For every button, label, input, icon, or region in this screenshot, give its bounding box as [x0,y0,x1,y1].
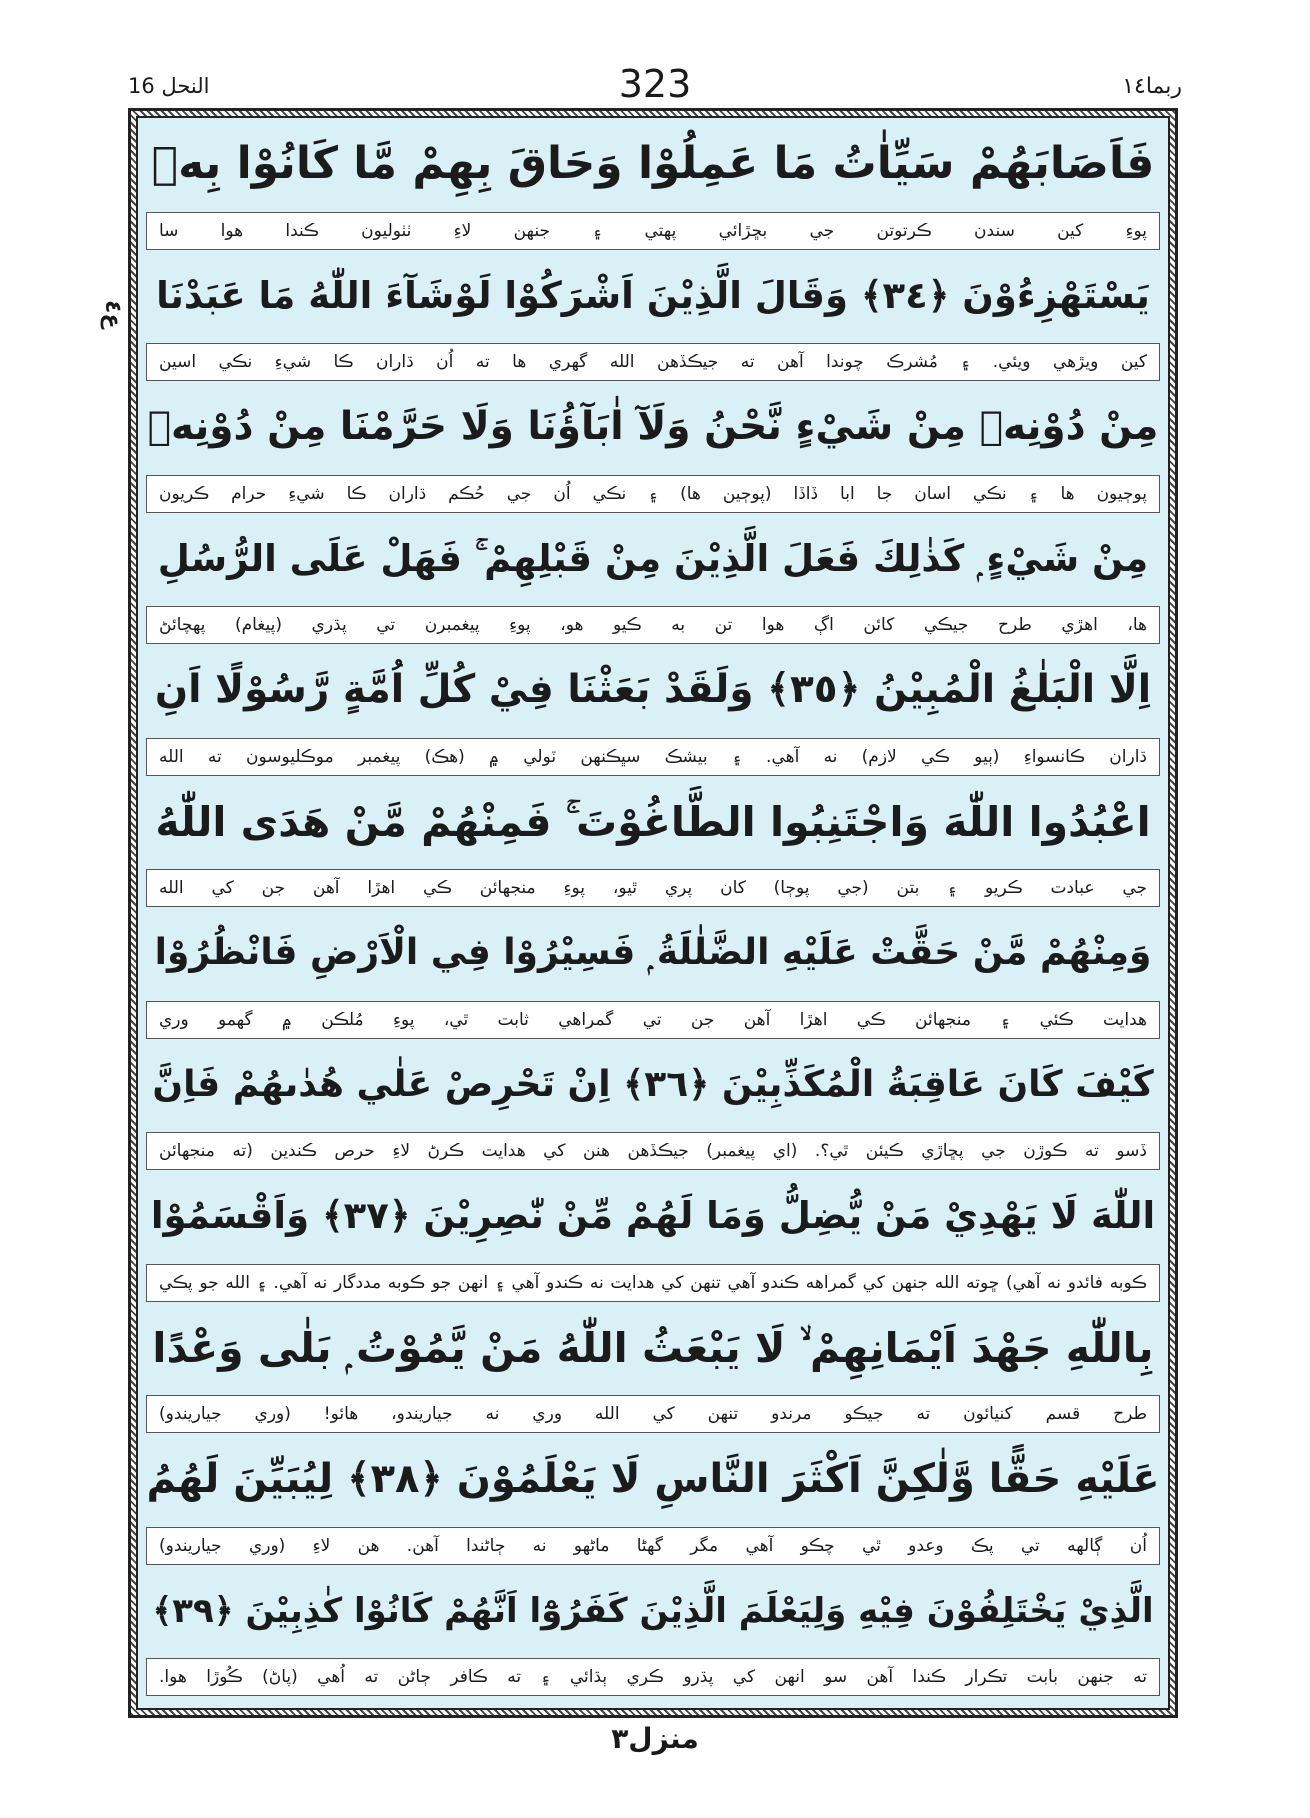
translation-line: طرح قسم کنيائون ته جيڪو مرندو تنهن کي الله وري نه جياريندو، هائو! (وري جياريندو) [146,1395,1160,1433]
arabic-line: وَمِنْهُمْ مَّنْ حَقَّتْ عَلَيْهِ الضَّلٰلَةُ ۭ فَسِيْرُوْا فِي الْاَرْضِ فَانْظُرُوْا [154,932,1152,973]
translation-line: ڌاران ڪانسواءِ (ٻيو ڪي لازم) نه آهي. ۽ بيشڪ سڀڪنهن ٽولي ۾ (هڪ) پيغمبر موڪليوسون ته الله [146,738,1160,776]
verse-block [146,1308,1160,1440]
verse-block [146,387,1160,519]
arabic-line: فَاَصَابَهُمْ سَيِّاٰتُ مَا عَمِلُوْا وَحَاقَ بِهِمْ مَّا كَانُوْا بِهٖ [151,138,1155,189]
ruku-margin-mark: ع٤ [100,300,125,329]
translation-line: ڪوبه فائدو نه آهي) ڇوته الله جنهن کي گمراهه ڪندو آهي تنهن کي هدايت نه ڪندو آهي ۽ انهن جو ڪوبه مددگار نه آهي. ۽ الله جو پڪي [146,1264,1160,1302]
translation-line: جي عبادت ڪريو ۽ بتن (جي پوڄا) کان پري ٿيو، پوءِ منجهائن ڪي اهڙا آهن جن کي الله [146,869,1160,907]
surah-label: النحل 16 [128,74,210,98]
manzil-label: منزل٣ [611,1722,699,1755]
verse-block [146,913,1160,1045]
translation-line: اُن ڳالهه تي پڪ وعدو ٿي چڪو آهي مگر گهڻا ماڻهو نه ڄاڻندا آهن. هن لاءِ (وري جياريندو) [146,1527,1160,1565]
translation-line: پوءِ کين سندن ڪرتوتن جي بڇڙائي پهتي ۽ جنهن لاءِ ٺٺوليون ڪندا هوا سا [146,212,1160,250]
verse-block [146,1176,1160,1308]
verse-block [146,1571,1160,1703]
arabic-line: مِنْ دُوْنِهٖ مِنْ شَيْءٍ نَّحْنُ وَلَآ اٰبَآؤُنَا وَلَا حَرَّمْنَا مِنْ دُوْنِهٖ [147,404,1159,449]
arabic-line: اعْبُدُوا اللّٰهَ وَاجْتَنِبُوا الطَّاغُوْتَ ۚ فَمِنْهُمْ مَّنْ هَدَى اللّٰهُ [155,797,1151,846]
juz-label: ربما١٤ [1122,74,1182,99]
verse-block [146,782,1160,914]
verse-block [146,519,1160,651]
page-number: 323 [618,62,692,106]
verse-block [146,1439,1160,1571]
translation-line: ها، اهڙي طرح جيڪي کائن اڳ هوا تن به ڪيو هو، پوءِ پيغمبرن تي پڌري (پيغام) پهچائڻ [146,606,1160,644]
verse-list [146,124,1160,1704]
arabic-line: كَيْفَ كَانَ عَاقِبَةُ الْمُكَذِّبِيْنَ ﴿٣٦﴾ اِنْ تَحْرِصْ عَلٰي هُدٰىهُمْ فَاِنَّ [152,1063,1154,1105]
arabic-line: بِاللّٰهِ جَهْدَ اَيْمَانِهِمْ ۙ لَا يَبْعَثُ اللّٰهُ مَنْ يَّمُوْتُ ۭ بَلٰى وَعْدًا [152,1323,1154,1372]
arabic-line: اللّٰهَ لَا يَهْدِيْ مَنْ يُّضِلُّ وَمَا لَهُمْ مِّنْ نّٰصِرِيْنَ ﴿٣٧﴾ وَاَقْسَمُوْا [150,1194,1156,1237]
arabic-line: اِلَّا الْبَلٰغُ الْمُبِيْنُ ﴿٣٥﴾ وَلَقَدْ بَعَثْنَا فِيْ كُلِّ اُمَّةٍ رَّسُوْلًا اَنِ [154,667,1152,712]
translation-line: پوڄيون ها ۽ نڪي اسان جا ابا ڏاڏا (پوڄين ها) ۽ نڪي اُن جي حُڪم ڌاران ڪا شيءِ حرام ڪريون [146,475,1160,513]
translation-line: ڏسو ته ڪوڙن جي پڇاڙي ڪيئن ٿي؟. (اي پيغمبر) جيڪڏهن هنن کي هدايت ڪرڻ لاءِ حرص ڪندين (ته منجهائن [146,1132,1160,1170]
verse-block [146,650,1160,782]
verse-block [146,1045,1160,1177]
arabic-line: يَسْتَهْزِءُوْنَ ﴿٣٤﴾ وَقَالَ الَّذِيْنَ اَشْرَكُوْا لَوْشَآءَ اللّٰهُ مَا عَبَدْنَا [156,273,1150,317]
translation-line: کين ويڙهي ويئي. ۽ مُشرڪ چوندا آهن ته جيڪڏهن الله گهري ها ته اُن ڌاران ڪا شيءِ نڪي اسين [146,343,1160,381]
translation-line: هدايت ڪئي ۽ منجهائن ڪي اهڙا آهن جن تي گمراهي ثابت ٿي، پوءِ مُلڪن ۾ گهمو وري [146,1001,1160,1039]
verse-block [146,256,1160,388]
arabic-line: الَّذِيْ يَخْتَلِفُوْنَ فِيْهِ وَلِيَعْلَمَ الَّذِيْنَ كَفَرُوْٓا اَنَّهُمْ كَانُوْا كٰذِبِيْنَ ﴿٣٩﴾ [152,1590,1154,1631]
translation-line: ته جنهن بابت تڪرار ڪندا آهن سو انهن کي پڌرو ڪري ٻڌائي ۽ ته ڪافر ڄاڻن ته اُهي (پاڻ) ڪُوڙا هوا. [146,1658,1160,1696]
verse-block [146,124,1160,256]
arabic-line: مِنْ شَيْءٍ ۭ كَذٰلِكَ فَعَلَ الَّذِيْنَ مِنْ قَبْلِهِمْ ۚ فَهَلْ عَلَى الرُّسُلِ [157,536,1149,580]
arabic-line: عَلَيْهِ حَقًّا وَّلٰكِنَّ اَكْثَرَ النَّاسِ لَا يَعْلَمُوْنَ ﴿٣٨﴾ لِيُبَيِّنَ لَهُمُ [146,1456,1160,1502]
